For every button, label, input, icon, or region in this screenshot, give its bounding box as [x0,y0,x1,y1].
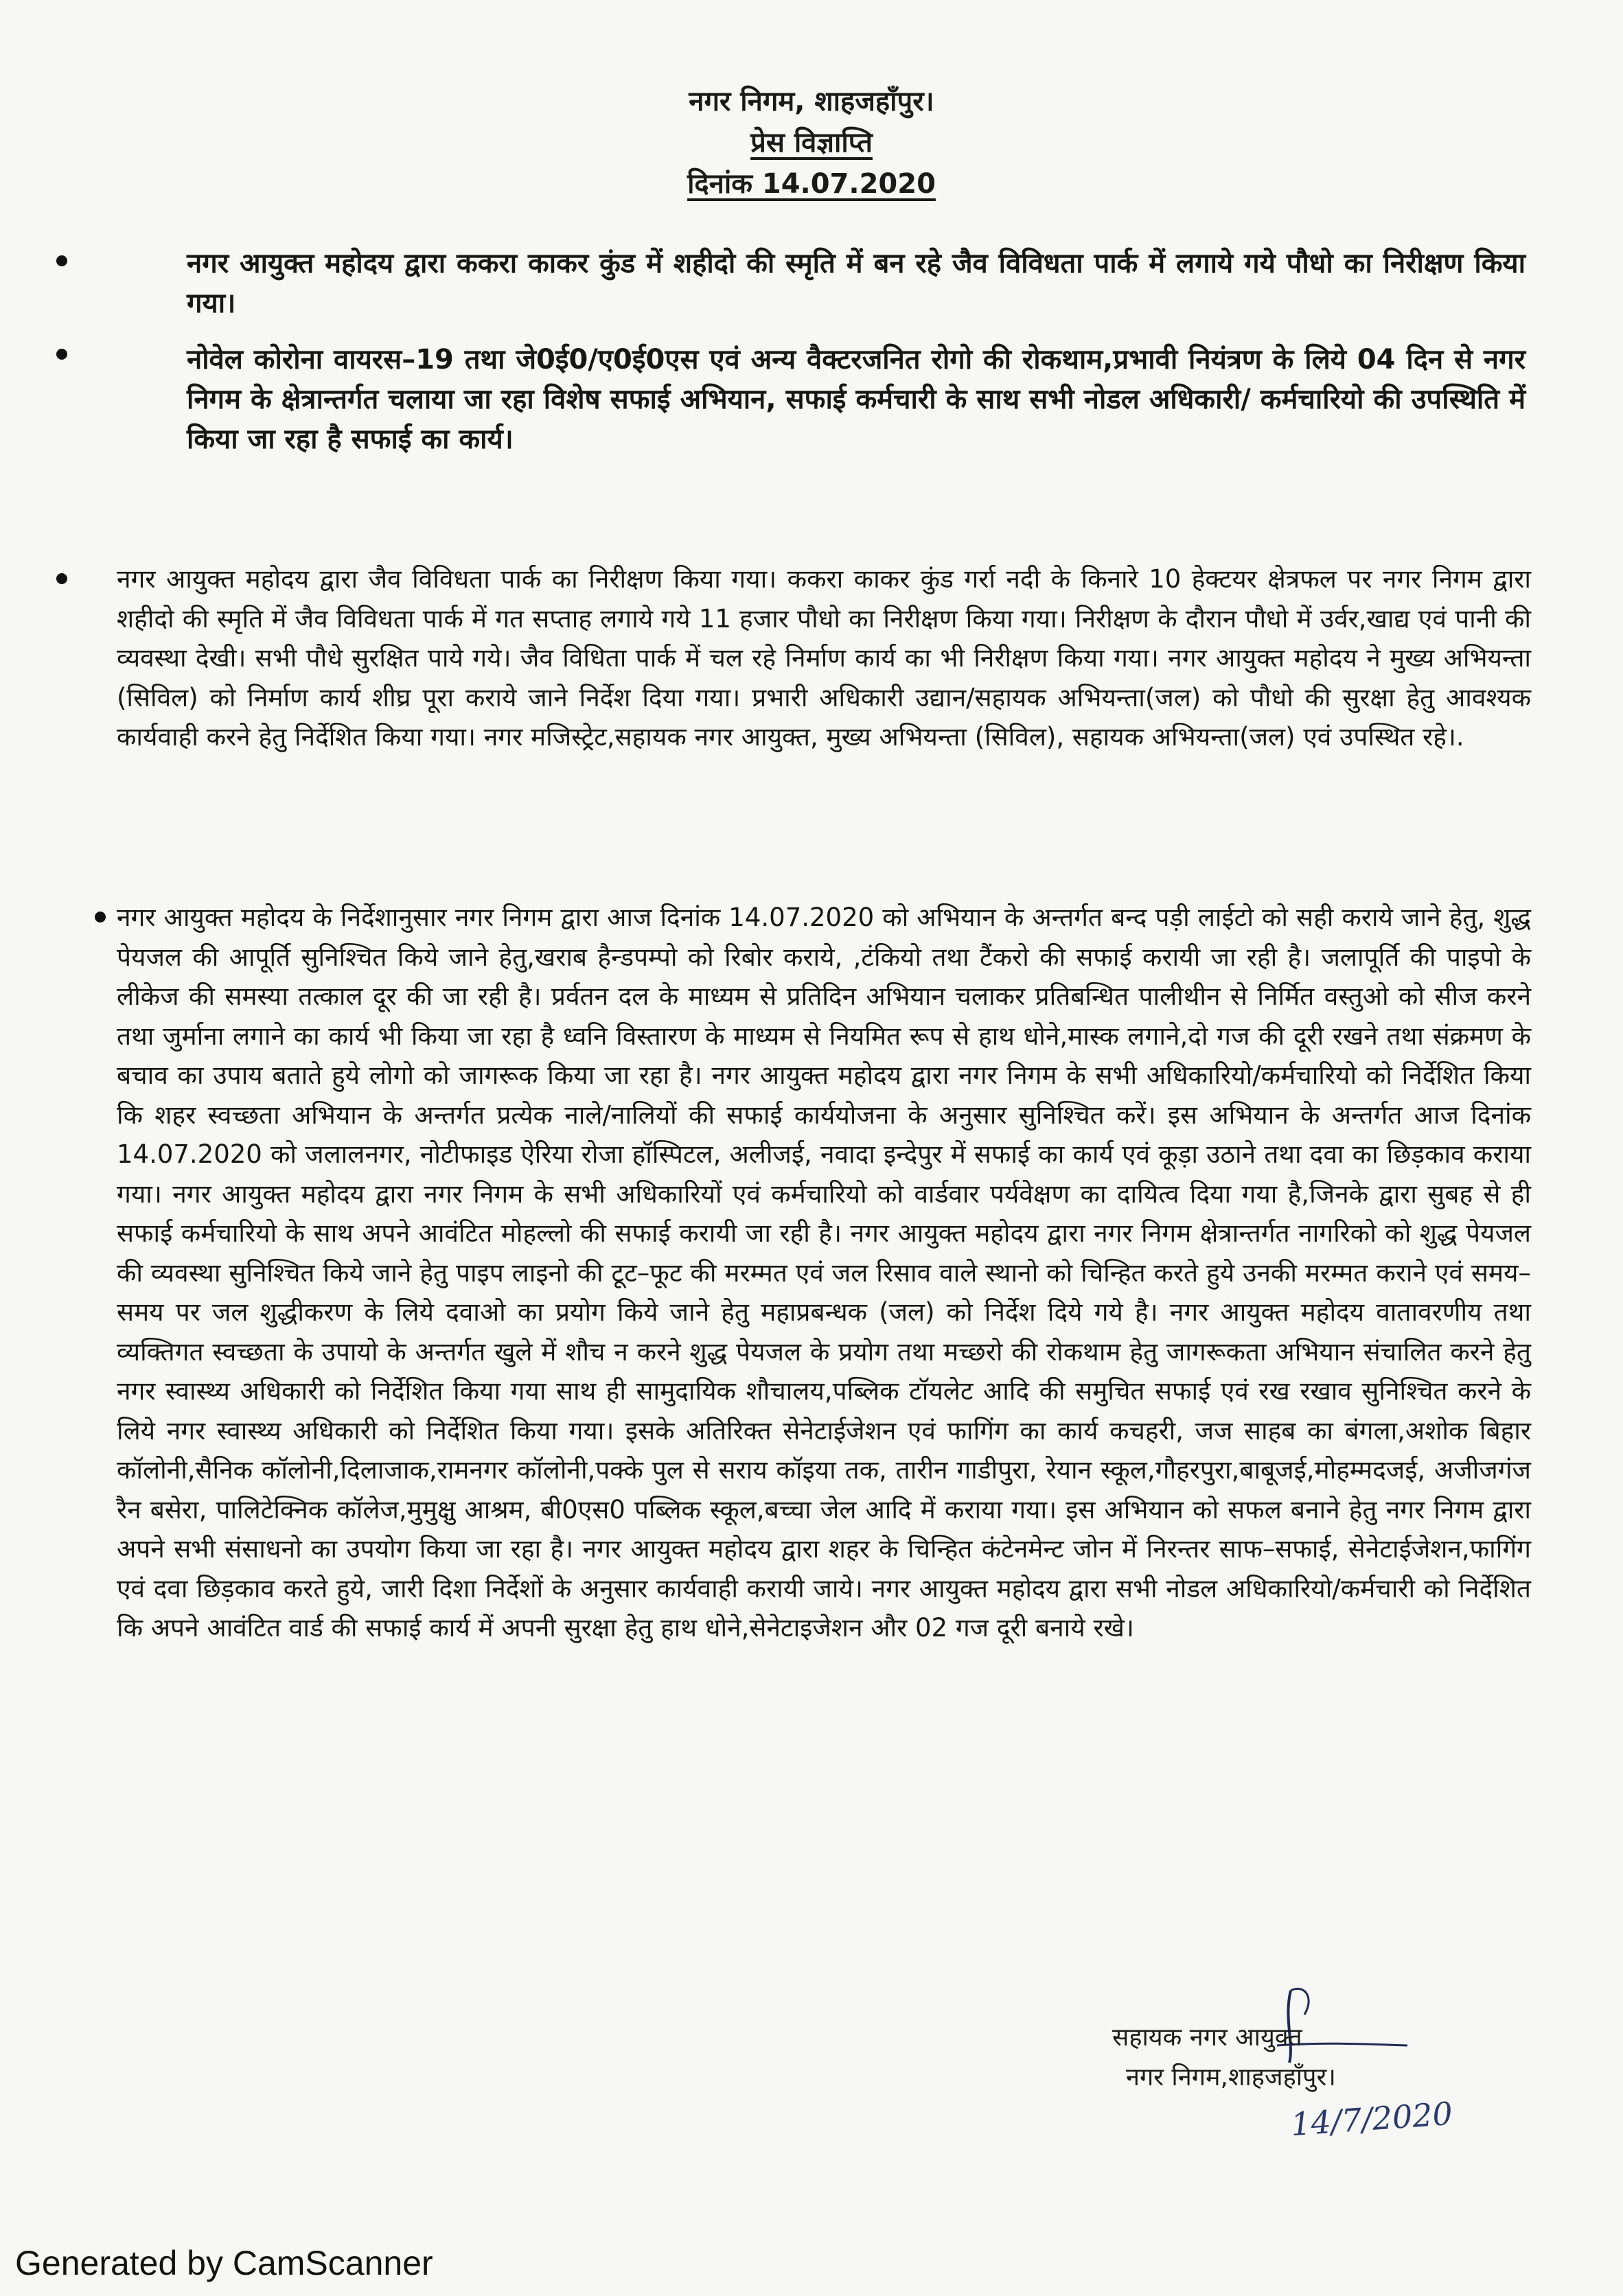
paragraph-park-inspection: नगर आयुक्त महोदय द्वारा जैव विविधता पार्क का निरीक्षण किया गया। ककरा काकर कुंड गर्रा नदी के किनारे 10 हेक्टयर क्षेत्रफल पर नगर निगम द्वारा शहीदो की स्मृति में जैव विविधता पार्क में गत सप्ताह लगाये गये 11 हजार पौधो का निरीक्षण किया गया। निरीक्षण के दौरान पौधो में उर्वर,खाद्य एवं पानी की व्यवस्था देखी। सभी पौधे सुरक्षित पाये गये। जैव विधिता पार्क में चल रहे निर्माण कार्य का भी निरीक्षण किया गया। नगर आयुक्त महोदय ने मुख्य अभियन्ता (सिविल) को निर्माण कार्य शीघ्र पूरा कराये जाने निर्देश दिया गया। प्रभारी अधिकारी उद्यान/सहायक अभियन्ता(जल) को पौधो की सुरक्षा हेतु आवश्यक कार्यवाही करने हेतु निर्देशित किया गया। नगर मजिस्ट्रेट,सहायक नगर आयुक्त, मुख्य अभियन्ता (सिविल), सहायक अभियन्ता(जल) एवं उपस्थित रहे।. [117,564,1531,752]
highlight-item: नगर आयुक्त महोदय द्वारा ककरा काकर कुंड में शहीदो की स्मृति में बन रहे जैव विविधता पार्क में लगाये गये पौधो का निरीक्षण किया गया। [187,248,1526,319]
paragraph-sanitation-drive: नगर आयुक्त महोदय के निर्देशानुसार नगर निगम द्वारा आज दिनांक 14.07.2020 को अभियान के अन्तर्गत बन्द पड़ी लाईटो को सही कराये जाने हेतु, शुद्ध पेयजल की आपूर्ति सुनिश्चित किये जाने हेतु,खराब हैन्डपम्पो को रिबोर कराये, ,टंकियो तथा टैंकरो की सफाई करायी जा रही है। जलापूर्ति की पाइपो के लीकेज की समस्या तत्काल दूर की जा रही है। प्रर्वतन दल के माध्यम से प्रतिदिन अभियान चलाकर प्रतिबन्धित पालीथीन से निर्मित वस्तुओ को सीज करने तथा जुर्माना लगाने का कार्य भी किया जा रहा है ध्वनि विस्तारण के माध्यम से नियमित रूप से हाथ धोने,मास्क लगाने,दो गज की दूरी रखने तथा संक्रमण के बचाव का उपाय बताते हुये लोगो को जागरूक किया जा रहा है। नगर आयुक्त महोदय द्वारा नगर निगम के सभी अधिकारियो/कर्मचारियो को निर्देशित किया कि शहर स्वच्छता अभियान के अन्तर्गत प्रत्येक नाले/नालियों की सफाई कार्ययोजना के अनुसार सुनिश्चित करें। इस अभियान के अन्तर्गत आज दिनांक 14.07.2020 को जलालनगर, नोटीफाइड ऐरिया रोजा हॉस्पिटल, अलीजई, नवादा इन्देपुर में सफाई का कार्य एवं कूड़ा उठाने तथा दवा का छिड़काव कराया गया। नगर आयुक्त महोदय द्वारा नगर निगम के सभी अधिकारियों एवं कर्मचारियो को वार्डवार पर्यवेक्षण का दायित्व दिया गया है,जिनके द्वारा सुबह से ही सफाई कर्मचारियो के साथ अपने आवंटित मोहल्लो की सफाई करायी जा रही है। नगर आयुक्त महोदय द्वारा नगर निगम क्षेत्रान्तर्गत नागरिको को शुद्ध पेयजल की व्यवस्था सुनिश्चित किये जाने हेतु पाइप लाइनो की टूट–फूट की मरम्मत एवं जल रिसाव वाले स्थानो को चिन्हित करते हुये उनकी मरम्मत कराने एवं समय–समय पर जल शुद्धीकरण के लिये दवाओ का प्रयोग किये जाने हेतु महाप्रबन्धक (जल) को निर्देश दिये गये है। नगर आयुक्त महोदय वातावरणीय तथा व्यक्तिगत स्वच्छता के उपायो के अन्तर्गत खुले में शौच न करने शुद्ध पेयजल के प्रयोग तथा मच्छरो की रोकथाम हेतु जागरूकता अभियान संचालित करने हेतु नगर स्वास्थ्य अधिकारी को निर्देशित किया गया साथ ही सामुदायिक शौचालय,पब्लिक टॉयलेट आदि की समुचित सफाई एवं रख रखाव सुनिश्चित करने के लिये नगर स्वास्थ्य अधिकारी को निर्देशित किया गया। इसके अतिरिक्त सेनेटाईजेशन एवं फागिंग का कार्य कचहरी, जज साहब का बंगला,अशोक बिहार कॉलोनी,सैनिक कॉलोनी,दिलाजाक,रामनगर कॉलोनी,पक्के पुल से सराय कॉइया तक, तारीन गाडीपुरा, रेयान स्कूल,गौहरपुरा,बाबूजई,मोहम्मदजई, अजीजगंज रैन बसेरा, पालिटेक्निक कॉलेज,मुमुक्षु आश्रम, बी0एस0 पब्लिक स्कूल,बच्चा जेल आदि में कराया गया। इस अभियान को सफल बनाने हेतु नगर निगम द्वारा अपने सभी संसाधनो का उपयोग किया जा रहा है। नगर आयुक्त महोदय द्वारा शहर के चिन्हित कंटेनमेन्ट जोन में निरन्तर साफ–सफाई, सेनेटाईजेशन,फागिंग एवं दवा छिड़काव करते हुये, जारी दिशा निर्देशों के अनुसार कार्यवाही करायी जाये। नगर आयुक्त महोदय द्वारा सभी नोडल अधिकारियो/कर्मचारी को निर्देशित कि अपने आवंटित वार्ड की सफाई कार्य में अपनी सुरक्षा हेतु हाथ धोने,सेनेटाइजेशन और 02 गज दूरी बनाये रखे। [117,903,1531,1643]
camscanner-watermark: Generated by CamScanner [15,2244,433,2282]
bullet-icon [95,912,106,923]
handwritten-date: 14/7/2020 [1289,2094,1454,2144]
org-name: नगर निगम, शाहजहाँपुर। [689,86,934,117]
signatory-designation: सहायक नगर आयुक्त [1112,2024,1302,2052]
bullet-icon [56,573,67,584]
highlight-item: नोवेल कोरोना वायरस–19 तथा जे0ई0/ए0ई0एस एवं अन्य वैक्टरजनित रोगो की रोकथाम,प्रभावी नियंत्रण के लिये 04 दिन से नगर निगम के क्षेत्रान्तर्गत चलाया जा रहा विशेष सफाई अभियान, सफाई कर्मचारी के साथ सभी नोडल अधिकारी/ कर्मचारियो की उपस्थिति में किया जा रहा है सफाई का कार्य। [187,344,1526,455]
signatory-office: नगर निगम,शाहजहाँपुर। [1126,2063,1336,2091]
document-title: प्रेस विज्ञाप्ति [750,127,873,159]
bullet-icon [56,349,67,360]
signature-block [1112,2018,1538,2098]
document-date: दिनांक 14.07.2020 [687,168,936,200]
document-header [0,81,1623,205]
bullet-icon [56,255,67,266]
